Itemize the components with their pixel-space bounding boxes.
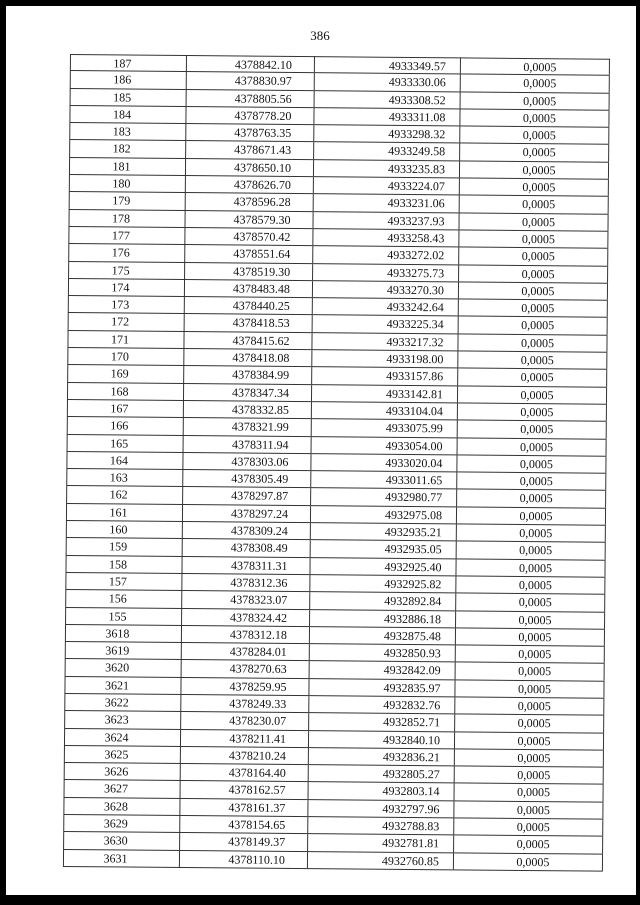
- point-number-cell: 174: [68, 279, 184, 296]
- y-coordinate-cell: 4933011.65: [310, 471, 456, 489]
- y-coordinate-cell: 4933054.00: [311, 437, 457, 455]
- x-coordinate-cell: 4378312.18: [181, 626, 309, 643]
- point-number-cell: 167: [67, 400, 183, 417]
- point-number-cell: 158: [65, 556, 181, 573]
- x-coordinate-cell: 4378440.25: [184, 297, 312, 314]
- x-coordinate-cell: 4378763.35: [185, 124, 313, 141]
- point-number-cell: 3624: [64, 729, 180, 746]
- table-row: [63, 850, 603, 872]
- tolerance-cell: 0,0005: [458, 317, 608, 335]
- point-number-cell: 178: [68, 210, 184, 227]
- x-coordinate-cell: 4378830.97: [186, 72, 314, 89]
- y-coordinate-cell: 4932781.81: [307, 834, 453, 852]
- tolerance-cell: 0,0005: [454, 749, 604, 767]
- tolerance-cell: 0,0005: [458, 230, 608, 248]
- tolerance-cell: 0,0005: [455, 594, 605, 612]
- tolerance-cell: 0,0005: [457, 369, 607, 387]
- x-coordinate-cell: 4378249.33: [180, 695, 308, 712]
- tolerance-cell: 0,0005: [457, 403, 607, 421]
- scan-border-bottom: [0, 895, 640, 905]
- x-coordinate-cell: 4378321.99: [183, 418, 311, 435]
- tolerance-cell: 0,0005: [458, 248, 608, 266]
- y-coordinate-cell: 4932832.76: [308, 696, 454, 714]
- tolerance-cell: 0,0005: [455, 559, 605, 577]
- point-number-cell: 186: [70, 71, 186, 88]
- point-number-cell: 166: [67, 417, 183, 434]
- y-coordinate-cell: 4933020.04: [310, 454, 456, 472]
- tolerance-cell: 0,0005: [459, 178, 609, 196]
- tolerance-cell: 0,0005: [453, 818, 603, 836]
- tolerance-cell: 0,0005: [453, 801, 603, 819]
- y-coordinate-cell: 4932805.27: [308, 765, 454, 783]
- y-coordinate-cell: 4933349.57: [314, 56, 460, 74]
- y-coordinate-cell: 4932980.77: [310, 489, 456, 507]
- tolerance-cell: 0,0005: [454, 715, 604, 733]
- x-coordinate-cell: 4378384.99: [183, 366, 311, 383]
- point-number-cell: 176: [68, 244, 184, 261]
- tolerance-cell: 0,0005: [456, 473, 606, 491]
- y-coordinate-cell: 4933075.99: [311, 419, 457, 437]
- y-coordinate-cell: 4932925.40: [309, 558, 455, 576]
- y-coordinate-cell: 4932975.08: [310, 506, 456, 524]
- tolerance-cell: 0,0005: [453, 853, 603, 871]
- tolerance-cell: 0,0005: [453, 836, 603, 854]
- tolerance-cell: 0,0005: [459, 109, 609, 127]
- y-coordinate-cell: 4933308.52: [314, 91, 460, 109]
- x-coordinate-cell: 4378671.43: [185, 141, 313, 158]
- y-coordinate-cell: 4933198.00: [311, 350, 457, 368]
- x-coordinate-cell: 4378418.08: [183, 349, 311, 366]
- point-number-cell: 156: [65, 590, 181, 607]
- point-number-cell: 170: [67, 348, 183, 365]
- tolerance-cell: 0,0005: [456, 455, 606, 473]
- tolerance-cell: 0,0005: [454, 732, 604, 750]
- x-coordinate-cell: 4378309.24: [182, 522, 310, 539]
- point-number-cell: 161: [66, 504, 182, 521]
- x-coordinate-cell: 4378323.07: [181, 591, 309, 608]
- tolerance-cell: 0,0005: [458, 300, 608, 318]
- y-coordinate-cell: 4932935.05: [310, 540, 456, 558]
- y-coordinate-cell: 4932836.21: [308, 748, 454, 766]
- y-coordinate-cell: 4933270.30: [312, 281, 458, 299]
- point-number-cell: 160: [66, 521, 182, 538]
- y-coordinate-cell: 4932760.85: [307, 852, 453, 870]
- tolerance-cell: 0,0005: [460, 75, 610, 93]
- x-coordinate-cell: 4378551.64: [184, 245, 312, 262]
- x-coordinate-cell: 4378805.56: [186, 90, 314, 107]
- point-number-cell: 164: [66, 452, 182, 469]
- tolerance-cell: 0,0005: [458, 265, 608, 283]
- y-coordinate-cell: 4932925.82: [309, 575, 455, 593]
- x-coordinate-cell: 4378210.24: [180, 747, 308, 764]
- tolerance-cell: 0,0005: [454, 767, 604, 785]
- y-coordinate-cell: 4933235.83: [313, 160, 459, 178]
- x-coordinate-cell: 4378626.70: [185, 176, 313, 193]
- point-number-cell: 184: [69, 106, 185, 123]
- tolerance-cell: 0,0005: [459, 127, 609, 145]
- point-number-cell: 3625: [64, 746, 180, 763]
- x-coordinate-cell: 4378311.94: [183, 436, 311, 453]
- x-coordinate-cell: 4378308.49: [182, 539, 310, 556]
- y-coordinate-cell: 4933242.64: [312, 298, 458, 316]
- y-coordinate-cell: 4933142.81: [311, 385, 457, 403]
- point-number-cell: 162: [66, 486, 182, 503]
- y-coordinate-cell: 4932803.14: [308, 783, 454, 801]
- point-number-cell: 175: [68, 262, 184, 279]
- scan-border-top: [0, 0, 640, 6]
- y-coordinate-cell: 4932788.83: [307, 817, 453, 835]
- x-coordinate-cell: 4378211.41: [180, 730, 308, 747]
- tolerance-cell: 0,0005: [455, 663, 605, 681]
- point-number-cell: 155: [65, 607, 181, 624]
- tolerance-cell: 0,0005: [459, 144, 609, 162]
- x-coordinate-cell: 4378415.62: [183, 332, 311, 349]
- tolerance-cell: 0,0005: [456, 542, 606, 560]
- tolerance-cell: 0,0005: [457, 421, 607, 439]
- x-coordinate-cell: 4378418.53: [184, 314, 312, 331]
- y-coordinate-cell: 4933272.02: [312, 246, 458, 264]
- tolerance-cell: 0,0005: [455, 576, 605, 594]
- x-coordinate-cell: 4378270.63: [181, 660, 309, 677]
- point-number-cell: 168: [67, 383, 183, 400]
- x-coordinate-cell: 4378483.48: [184, 280, 312, 297]
- x-coordinate-cell: 4378164.40: [180, 764, 308, 781]
- y-coordinate-cell: 4932886.18: [309, 610, 455, 628]
- x-coordinate-cell: 4378149.37: [179, 833, 307, 850]
- point-number-cell: 181: [69, 158, 185, 175]
- point-number-cell: 172: [68, 313, 184, 330]
- point-number-cell: 187: [70, 54, 186, 71]
- point-number-cell: 171: [67, 331, 183, 348]
- x-coordinate-cell: 4378324.42: [181, 608, 309, 625]
- y-coordinate-cell: 4933225.34: [312, 316, 458, 334]
- y-coordinate-cell: 4932835.97: [308, 679, 454, 697]
- point-number-cell: 180: [69, 175, 185, 192]
- x-coordinate-cell: 4378650.10: [185, 159, 313, 176]
- x-coordinate-cell: 4378303.06: [182, 453, 310, 470]
- point-number-cell: 169: [67, 365, 183, 382]
- x-coordinate-cell: 4378347.34: [183, 384, 311, 401]
- y-coordinate-cell: 4932842.09: [309, 661, 455, 679]
- point-number-cell: 3628: [63, 798, 179, 815]
- point-number-cell: 3626: [64, 763, 180, 780]
- page-number: 386: [310, 28, 330, 43]
- point-number-cell: 179: [69, 192, 185, 209]
- point-number-cell: 3631: [63, 850, 179, 867]
- point-number-cell: 3629: [63, 815, 179, 832]
- coordinates-table: [63, 54, 610, 872]
- scan-border-right: [636, 0, 640, 905]
- x-coordinate-cell: 4378230.07: [180, 712, 308, 729]
- tolerance-cell: 0,0005: [455, 628, 605, 646]
- tolerance-cell: 0,0005: [459, 161, 609, 179]
- y-coordinate-cell: 4933217.32: [311, 333, 457, 351]
- tolerance-cell: 0,0005: [460, 57, 610, 75]
- tolerance-cell: 0,0005: [460, 92, 610, 110]
- y-coordinate-cell: 4933104.04: [311, 402, 457, 420]
- point-number-cell: 3627: [64, 780, 180, 797]
- x-coordinate-cell: 4378778.20: [185, 107, 313, 124]
- y-coordinate-cell: 4932840.10: [308, 731, 454, 749]
- x-coordinate-cell: 4378259.95: [180, 678, 308, 695]
- point-number-cell: 183: [69, 123, 185, 140]
- tolerance-cell: 0,0005: [454, 697, 604, 715]
- y-coordinate-cell: 4932797.96: [307, 800, 453, 818]
- point-number-cell: 165: [67, 435, 183, 452]
- y-coordinate-cell: 4933330.06: [314, 73, 460, 91]
- y-coordinate-cell: 4933231.06: [313, 194, 459, 212]
- point-number-cell: 3621: [64, 677, 180, 694]
- point-number-cell: 159: [66, 538, 182, 555]
- scan-border-left: [0, 0, 6, 905]
- y-coordinate-cell: 4933249.58: [313, 143, 459, 161]
- y-coordinate-cell: 4933311.08: [313, 108, 459, 126]
- point-number-cell: 3630: [63, 832, 179, 849]
- x-coordinate-cell: 4378284.01: [181, 643, 309, 660]
- x-coordinate-cell: 4378312.36: [181, 574, 309, 591]
- y-coordinate-cell: 4932852.71: [308, 713, 454, 731]
- x-coordinate-cell: 4378332.85: [183, 401, 311, 418]
- y-coordinate-cell: 4932875.48: [309, 627, 455, 645]
- y-coordinate-cell: 4933224.07: [313, 177, 459, 195]
- x-coordinate-cell: 4378570.42: [184, 228, 312, 245]
- point-number-cell: 177: [68, 227, 184, 244]
- point-number-cell: 3622: [64, 694, 180, 711]
- tolerance-cell: 0,0005: [457, 351, 607, 369]
- point-number-cell: 185: [70, 89, 186, 106]
- tolerance-cell: 0,0005: [455, 611, 605, 629]
- y-coordinate-cell: 4933237.93: [312, 212, 458, 230]
- tolerance-cell: 0,0005: [454, 784, 604, 802]
- tolerance-cell: 0,0005: [457, 334, 607, 352]
- y-coordinate-cell: 4932892.84: [309, 592, 455, 610]
- point-number-cell: 3619: [65, 642, 181, 659]
- point-number-cell: 3620: [65, 659, 181, 676]
- point-number-cell: 3618: [65, 625, 181, 642]
- x-coordinate-cell: 4378154.65: [179, 816, 307, 833]
- y-coordinate-cell: 4933157.86: [311, 367, 457, 385]
- tolerance-cell: 0,0005: [459, 196, 609, 214]
- x-coordinate-cell: 4378311.31: [181, 557, 309, 574]
- y-coordinate-cell: 4933258.43: [312, 229, 458, 247]
- y-coordinate-cell: 4932935.21: [310, 523, 456, 541]
- x-coordinate-cell: 4378305.49: [182, 470, 310, 487]
- point-number-cell: 3623: [64, 711, 180, 728]
- tolerance-cell: 0,0005: [454, 680, 604, 698]
- x-coordinate-cell: 4378161.37: [179, 799, 307, 816]
- x-coordinate-cell: 4378596.28: [185, 193, 313, 210]
- point-number-cell: 163: [66, 469, 182, 486]
- tolerance-cell: 0,0005: [456, 490, 606, 508]
- x-coordinate-cell: 4378297.87: [182, 487, 310, 504]
- x-coordinate-cell: 4378842.10: [186, 55, 314, 72]
- point-number-cell: 173: [68, 296, 184, 313]
- tolerance-cell: 0,0005: [456, 507, 606, 525]
- y-coordinate-cell: 4933275.73: [312, 264, 458, 282]
- x-coordinate-cell: 4378579.30: [184, 211, 312, 228]
- y-coordinate-cell: 4932850.93: [309, 644, 455, 662]
- point-number-cell: 157: [65, 573, 181, 590]
- tolerance-cell: 0,0005: [455, 645, 605, 663]
- x-coordinate-cell: 4378110.10: [179, 851, 307, 868]
- y-coordinate-cell: 4933298.32: [313, 125, 459, 143]
- tolerance-cell: 0,0005: [458, 213, 608, 231]
- point-number-cell: 182: [69, 140, 185, 157]
- tolerance-cell: 0,0005: [458, 282, 608, 300]
- x-coordinate-cell: 4378162.57: [180, 781, 308, 798]
- tolerance-cell: 0,0005: [456, 524, 606, 542]
- x-coordinate-cell: 4378297.24: [182, 505, 310, 522]
- tolerance-cell: 0,0005: [457, 438, 607, 456]
- x-coordinate-cell: 4378519.30: [184, 263, 312, 280]
- tolerance-cell: 0,0005: [457, 386, 607, 404]
